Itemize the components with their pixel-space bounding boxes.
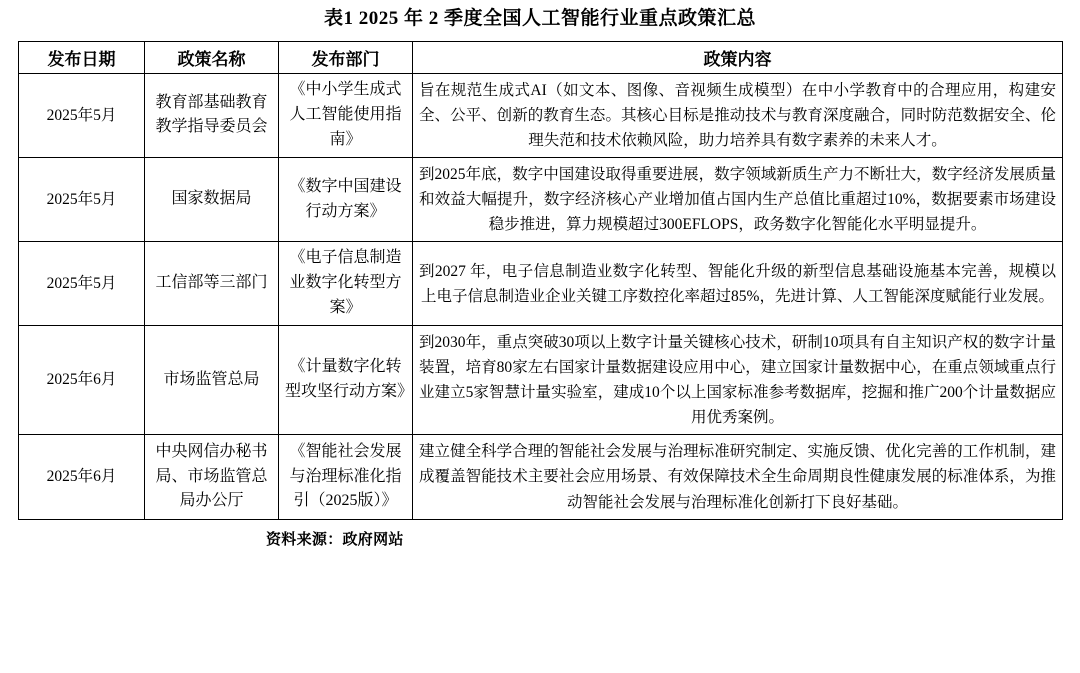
cell-content: 建立健全科学合理的智能社会发展与治理标准研究制定、实施反馈、优化完善的工作机制，建成覆盖智能技术主要社会应用场景、有效保障技术全生命周期良性健康发展的标准体系，为推动智能社会发展与治理标准化创新打下良好基础。: [413, 435, 1063, 519]
page-title: 表1 2025 年 2 季度全国人工智能行业重点政策汇总: [323, 8, 756, 29]
table-header-row: [19, 41, 1063, 73]
cell-policy-name: 中央网信办秘书局、市场监管总局办公厅: [145, 435, 279, 519]
cell-department: 《计量数字化转型攻坚行动方案》: [279, 325, 413, 434]
column-header-department: 发布部门: [279, 41, 413, 73]
table-row: [19, 242, 1063, 325]
table-row: [19, 73, 1063, 157]
cell-department: 《智能社会发展与治理标准化指引（2025版）》: [279, 435, 413, 519]
cell-department: 《电子信息制造业数字化转型方案》: [279, 242, 413, 325]
cell-date: 2025年5月: [19, 158, 145, 242]
cell-date: 2025年6月: [19, 325, 145, 434]
table-row: [19, 435, 1063, 519]
cell-policy-name: 市场监管总局: [145, 325, 279, 434]
table-row: [19, 325, 1063, 434]
cell-policy-name: 工信部等三部门: [145, 242, 279, 325]
cell-date: 2025年6月: [19, 435, 145, 519]
column-header-date: 发布日期: [19, 41, 145, 73]
cell-policy-name: 国家数据局: [145, 158, 279, 242]
source-note: 资料来源：政府网站: [266, 531, 404, 548]
cell-content: 到2025年底，数字中国建设取得重要进展，数字领域新质生产力不断壮大，数字经济发展质量和效益大幅提升，数字经济核心产业增加值占国内生产总值比重超过10%，数据要素市场建设稳步推进，算力规模超过300EFLOPS，政务数字化智能化水平明显提升。: [413, 158, 1063, 242]
cell-department: 《中小学生成式人工智能使用指南》: [279, 73, 413, 157]
column-header-policy-name: 政策名称: [145, 41, 279, 73]
cell-date: 2025年5月: [19, 242, 145, 325]
cell-content: 旨在规范生成式AI（如文本、图像、音视频生成模型）在中小学教育中的合理应用，构建安全、公平、创新的教育生态。其核心目标是推动技术与教育深度融合，同时防范数据安全、伦理失范和技术依赖风险，助力培养具有数字素养的未来人才。: [413, 73, 1063, 157]
cell-content: 到2030年，重点突破30项以上数字计量关键核心技术，研制10项具有自主知识产权的数字计量装置，培育80家左右国家计量数据建设应用中心，建立国家计量数据中心，在重点领域重点行业建立5家智慧计量实验室，建成10个以上国家标准参考数据库，挖掘和推广200个计量数据应用优秀案例。: [413, 325, 1063, 434]
table-row: [19, 158, 1063, 242]
policy-summary-table: [18, 41, 1063, 520]
cell-date: 2025年5月: [19, 73, 145, 157]
cell-policy-name: 教育部基础教育教学指导委员会: [145, 73, 279, 157]
cell-department: 《数字中国建设行动方案》: [279, 158, 413, 242]
column-header-content: 政策内容: [413, 41, 1063, 73]
cell-content: 到2027 年，电子信息制造业数字化转型、智能化升级的新型信息基础设施基本完善，规模以上电子信息制造业企业关键工序数控化率超过85%，先进计算、人工智能深度赋能行业发展。: [413, 242, 1063, 325]
